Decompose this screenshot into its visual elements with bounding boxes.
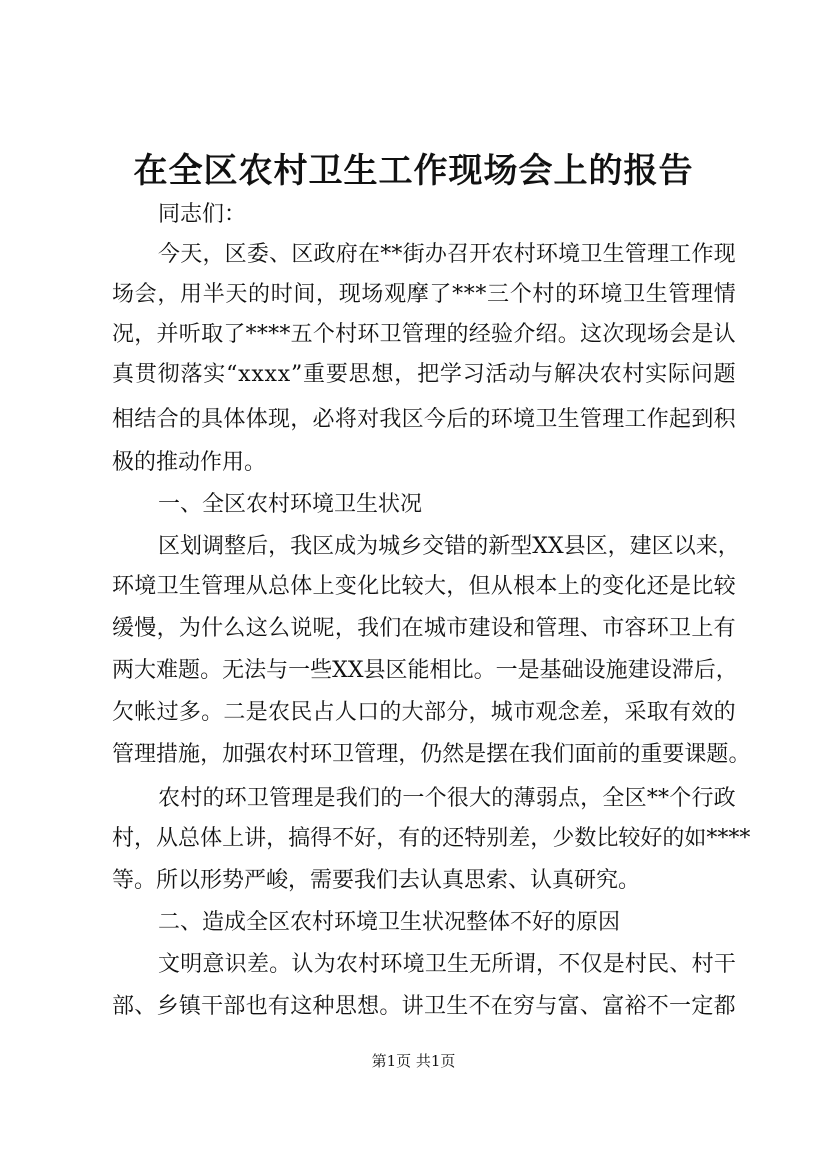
body-line: 场 会 ， 用 半 天 的 时 间 ， 现 场 观 摩 了 * * * 三 个 村 的 环 境 卫 生 管 理 情: [112, 282, 736, 307]
body-line: 文 明 意 识 差 。 认 为 农 村 环 境 卫 生 无 所 谓 ， 不 仅 是 村 民 、 村 干: [158, 952, 736, 977]
body-line: 况 ， 并 听 取 了 * * * * 五 个 村 环 卫 管 理 的 经 验 介 绍 。 这 次 现 场 会 是 认: [112, 322, 736, 347]
body-line: 两 大 难 题 。 无 法 与 一 些 X X 县 区 能 相 比 。 一 是 基 础 设 施 建 设 滞 后 ，: [112, 658, 738, 683]
body-line: 同志们：: [158, 202, 247, 227]
body-line: 等。所以形势严峻，需要我们去认真思索、认真研究。: [112, 868, 641, 893]
body-line: 农 村 的 环 卫 管 理 是 我 们 的 一 个 很 大 的 薄 弱 点 ， 全 区 * * 个 行 政: [158, 786, 736, 811]
body-line: 欠 帐 过 多 。 二 是 农 民 占 人 口 的 大 部 分 ， 城 市 观 念 差 ， 采 取 有 效 的: [112, 700, 736, 725]
body-line: 一、全区农村环境卫生状况: [158, 492, 423, 517]
body-line: 缓 慢 ， 为 什 么 这 么 说 呢 ， 我 们 在 城 市 建 设 和 管 理 、 市 容 环 卫 上 有: [112, 616, 736, 641]
body-line: 部 、 乡 镇 干 部 也 有 这 种 思 想 。 讲 卫 生 不 在 穷 与 富 、 富 裕 不 一 定 都: [112, 994, 736, 1019]
page-footer: 第1页 共1页: [371, 1052, 456, 1070]
body-line: 村 ， 从 总 体 上 讲 ， 搞 得 不 好 ， 有 的 还 特 别 差 ， 少 数 比 较 好 的 如 * * * *: [112, 826, 751, 851]
body-line: 管 理 措 施 ， 加 强 农 村 环 卫 管 理 ， 仍 然 是 摆 在 我 们 面 前 的 重 要 课 题 。: [112, 742, 751, 767]
body-line: 极的推动作用。: [112, 450, 267, 475]
body-line: 真 贯 彻 落 实 “ x x x x ” 重 要 思 想 ， 把 学 习 活 动 与 解 决 农 村 实 际 问 题: [112, 362, 736, 387]
body-line: 相 结 合 的 具 体 体 现 ， 必 将 对 我 区 今 后 的 环 境 卫 生 管 理 工 作 起 到 积: [112, 407, 736, 432]
body-line: 二、造成全区农村环境卫生状况整体不好的原因: [158, 910, 621, 935]
body-line: 区 划 调 整 后 ， 我 区 成 为 城 乡 交 错 的 新 型 X X 县 区 ， 建 区 以 来 ，: [158, 534, 740, 559]
body-line: 环 境 卫 生 管 理 从 总 体 上 变 化 比 较 大 ， 但 从 根 本 上 的 变 化 还 是 比 较: [112, 574, 736, 599]
document-title: 在全区农村卫生工作现场会上的报告: [133, 151, 694, 191]
body-line: 今 天 ， 区 委 、 区 政 府 在 * * 街 办 召 开 农 村 环 境 卫 生 管 理 工 作 现: [158, 242, 736, 267]
